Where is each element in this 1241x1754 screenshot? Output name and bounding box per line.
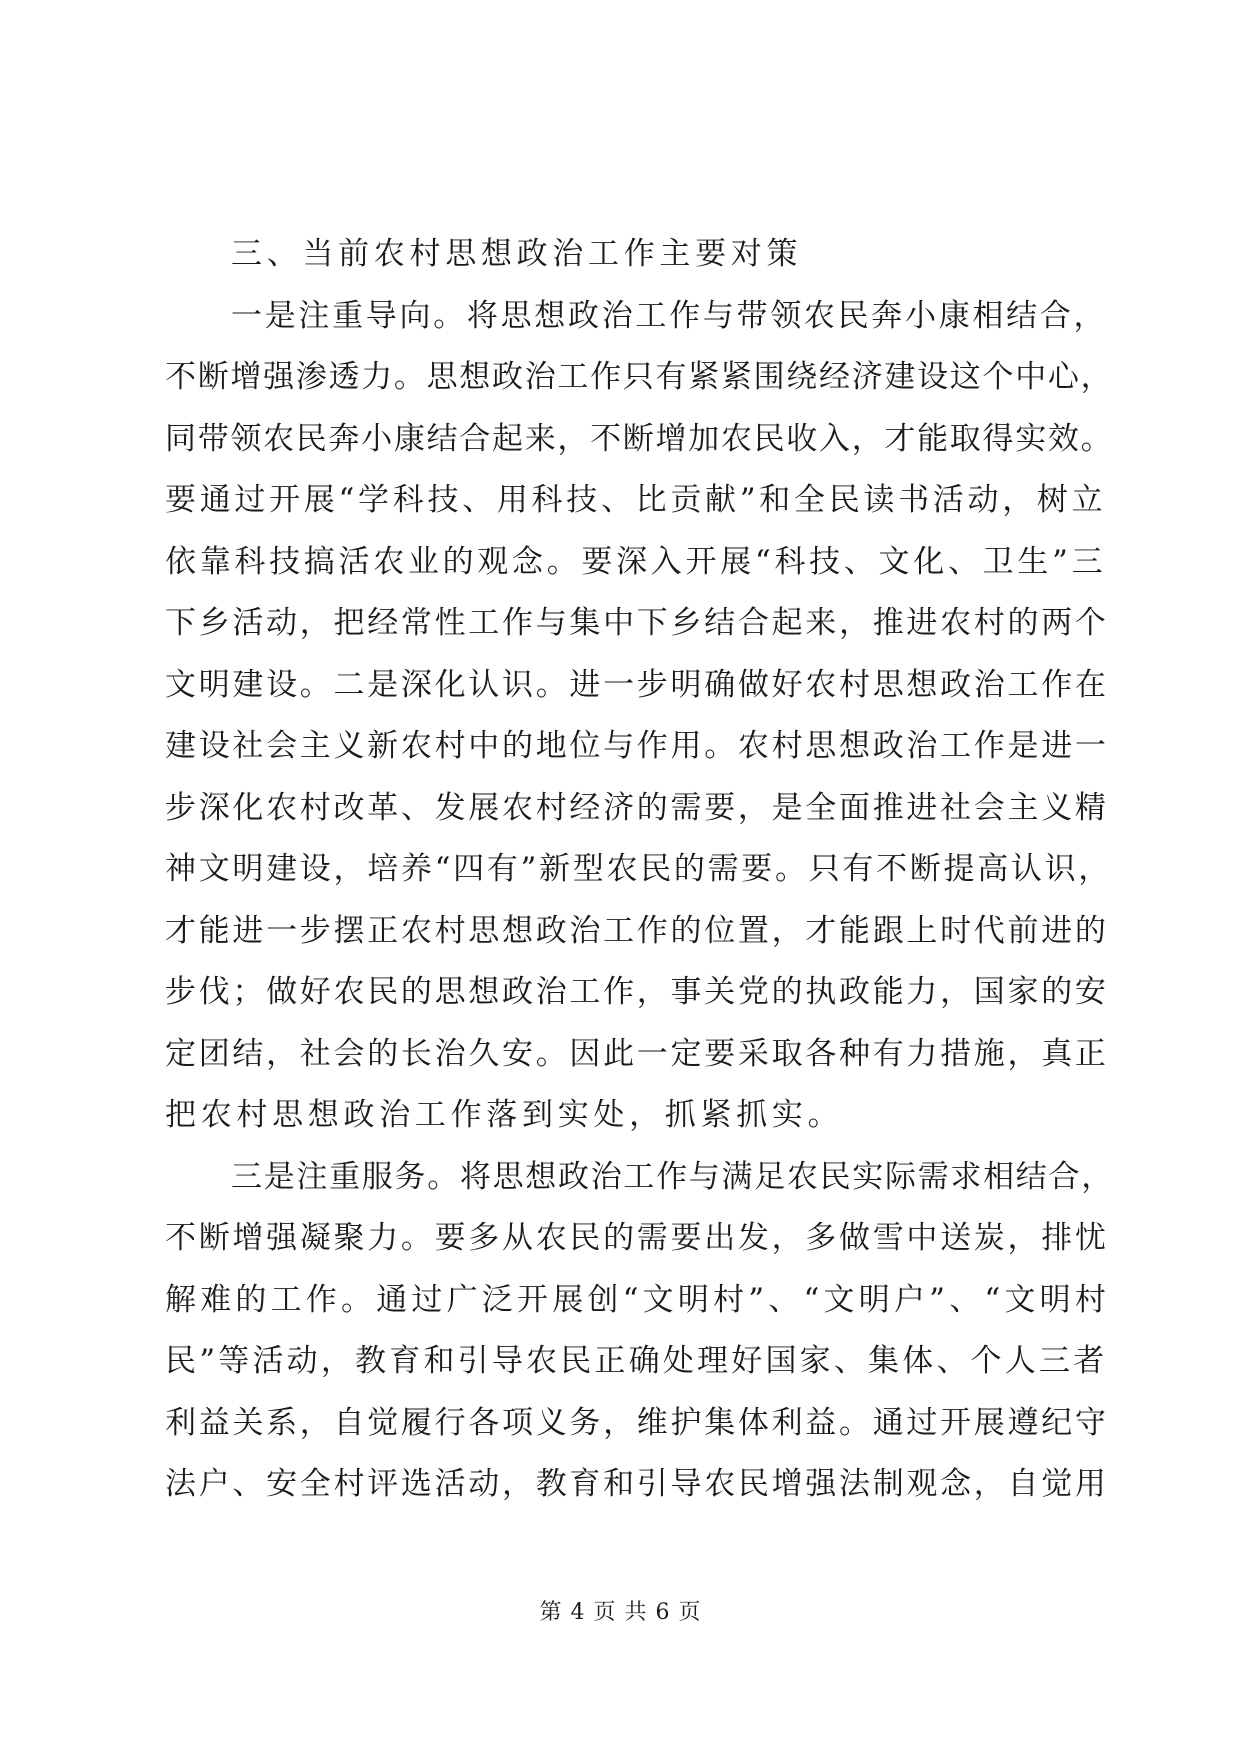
text-line: 下乡活动，把经常性工作与集中下乡结合起来，推进农村的两个 [165,605,1109,641]
text-line: 民”等活动，教育和引导农民正确处理好国家、集体、个人三者 [165,1343,1108,1379]
text-line: 定团结，社会的长治久安。因此一定要采取各种有力措施，真正 [165,1035,1109,1072]
text-line: 利益关系，自觉履行各项义务，维护集体利益。通过开展遵纪守 [165,1404,1109,1441]
body-text [165,224,1115,1516]
text-line: 才能进一步摆正农村思想政治工作的位置，才能跟上时代前进的 [165,912,1109,949]
text-line: 三是注重服务。将思想政治工作与满足农民实际需求相结合， [231,1158,1114,1195]
text-line: 法户、安全村评选活动，教育和引导农民增强法制观念，自觉用 [165,1466,1109,1502]
text-line: 不断增强渗透力。思想政治工作只有紧紧围绕经济建设这个中心， [165,359,1114,395]
text-line: 不断增强凝聚力。要多从农民的需要出发，多做雪中送炭，排忧 [165,1220,1109,1256]
section-heading: 三、当前农村思想政治工作主要对策 [231,236,803,272]
text-line: 同带领农民奔小康结合起来，不断增加农民收入，才能取得实效。 [165,420,1114,457]
text-line: 文明建设。二是深化认识。进一步明确做好农村思想政治工作在 [165,666,1109,703]
text-line: 建设社会主义新农村中的地位与作用。农村思想政治工作是进一 [165,728,1109,764]
text-line: 依靠科技搞活农业的观念。要深入开展“科技、文化、卫生”三 [165,543,1107,580]
text-line: 步深化农村改革、发展农村经济的需要，是全面推进社会主义精 [165,789,1109,826]
text-line: 把农村思想政治工作落到实处，抓紧抓实。 [165,1097,844,1133]
text-line: 神文明建设，培养“四有”新型农民的需要。只有不断提高认识， [165,851,1112,887]
page-number: 第 4 页 共 6 页 [539,1600,702,1625]
text-line: 一是注重导向。将思想政治工作与带领农民奔小康相结合， [231,297,1108,334]
text-line: 要通过开展“学科技、用科技、比贡献”和全民读书活动，树立 [165,482,1107,518]
text-line: 解难的工作。通过广泛开展创“文明村”、“文明户”、“文明村 [165,1281,1111,1318]
text-line: 步伐；做好农民的思想政治工作，事关党的执政能力，国家的安 [165,974,1109,1010]
